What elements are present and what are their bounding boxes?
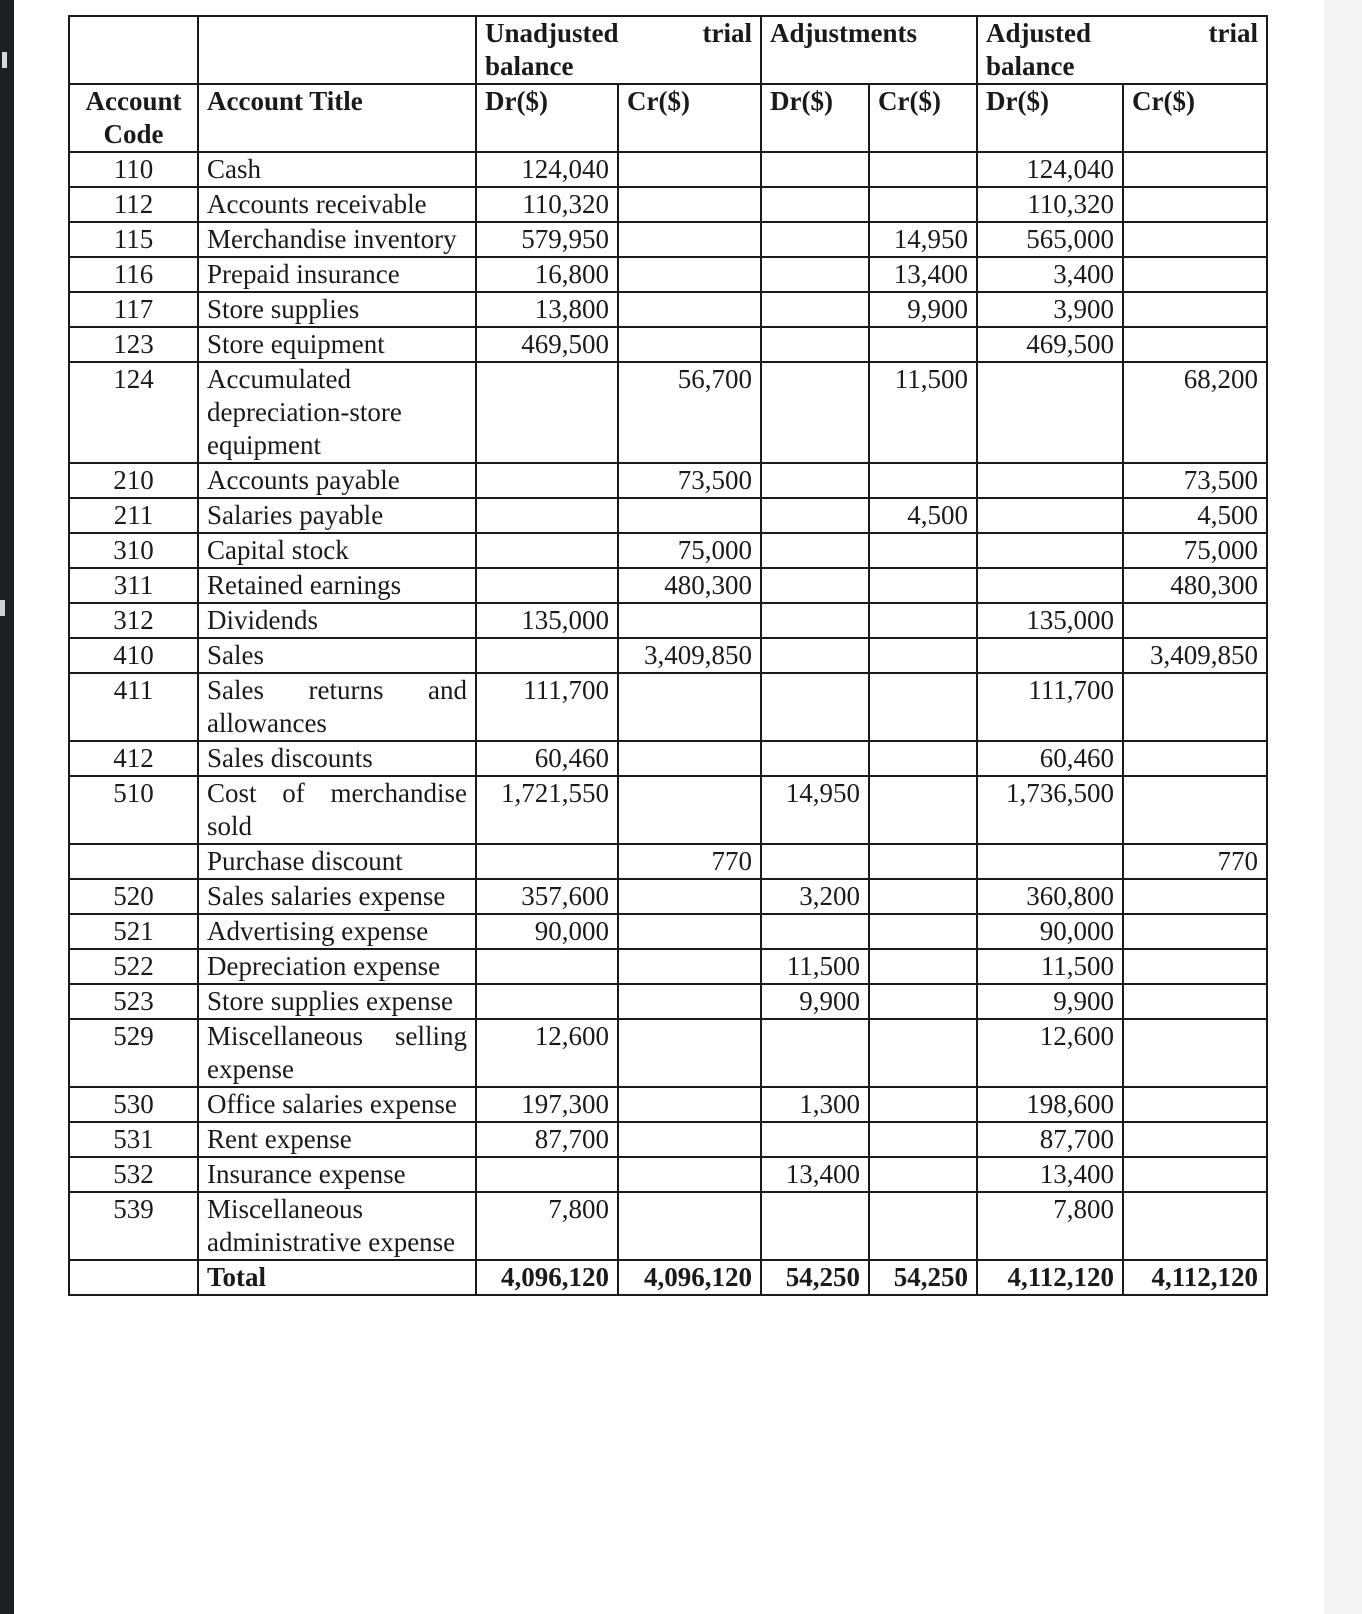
adjustments-dr-cell	[761, 327, 869, 362]
adjusted-dr-cell: 3,900	[977, 292, 1123, 327]
adjusted-dr-cell: 469,500	[977, 327, 1123, 362]
unadjusted-cr-cell	[618, 1122, 761, 1157]
adjustments-cr-cell	[869, 844, 977, 879]
adjustments-dr-cell: 11,500	[761, 949, 869, 984]
unadjusted-dr-cell: 110,320	[476, 187, 618, 222]
adjusted-cr-cell: 4,500	[1123, 498, 1267, 533]
unadjusted-dr-cell: 357,600	[476, 879, 618, 914]
adjusted-dr-cell: 7,800	[977, 1192, 1123, 1260]
unadjusted-dr-cell: 135,000	[476, 603, 618, 638]
table-row	[69, 498, 1267, 533]
account-code-cell: 531	[69, 1122, 198, 1157]
account-title-cell: Sales salaries expense	[198, 879, 476, 914]
account-code-cell: 115	[69, 222, 198, 257]
unadjusted-cr-cell	[618, 152, 761, 187]
adjustments-dr-cell	[761, 533, 869, 568]
adjusted-dr-cell: 110,320	[977, 187, 1123, 222]
adjustments-cr-cell	[869, 568, 977, 603]
adjustments-dr-cell: 1,300	[761, 1087, 869, 1122]
unadjusted-dr-cell: 7,800	[476, 1192, 618, 1260]
table-row	[69, 327, 1267, 362]
account-title-cell: Purchase discount	[198, 844, 476, 879]
adjustments-cr-cell	[869, 673, 977, 741]
adjusted-dr-cell: 565,000	[977, 222, 1123, 257]
header-adjustments: Adjustments	[761, 16, 977, 84]
header-row-groups	[69, 16, 1267, 84]
account-title-cell: Accounts receivable	[198, 187, 476, 222]
adjustments-dr-cell	[761, 498, 869, 533]
adjustments-cr-cell	[869, 603, 977, 638]
account-title-cell: Store supplies	[198, 292, 476, 327]
unadjusted-cr-cell	[618, 776, 761, 844]
total-label: Total	[198, 1260, 476, 1295]
unadjusted-dr-cell	[476, 568, 618, 603]
unadjusted-cr-cell: 770	[618, 844, 761, 879]
adjustments-dr-cell	[761, 463, 869, 498]
adjusted-dr-cell	[977, 568, 1123, 603]
account-code-cell: 521	[69, 914, 198, 949]
adjusted-dr-cell: 111,700	[977, 673, 1123, 741]
account-code-cell: 522	[69, 949, 198, 984]
adjusted-cr-cell	[1123, 292, 1267, 327]
unadjusted-cr-cell	[618, 949, 761, 984]
account-title-cell: Cash	[198, 152, 476, 187]
total-code-cell	[69, 1260, 198, 1295]
adjusted-cr-cell: 770	[1123, 844, 1267, 879]
table-row	[69, 568, 1267, 603]
table-row	[69, 152, 1267, 187]
header-adjusted-cr: Cr($)	[1123, 84, 1267, 152]
adjustments-cr-cell: 4,500	[869, 498, 977, 533]
adjustments-cr-cell	[869, 1122, 977, 1157]
adjustments-cr-cell	[869, 187, 977, 222]
adjustments-cr-cell	[869, 1192, 977, 1260]
account-code-cell: 520	[69, 879, 198, 914]
adjustments-dr-cell	[761, 673, 869, 741]
unadjusted-dr-cell: 87,700	[476, 1122, 618, 1157]
adjusted-dr-cell	[977, 362, 1123, 463]
account-code-cell: 112	[69, 187, 198, 222]
header-unadjusted-trial-balance: Unadjusted trial balance	[476, 16, 761, 84]
account-title-cell: Prepaid insurance	[198, 257, 476, 292]
account-title-cell: Capital stock	[198, 533, 476, 568]
account-code-cell: 532	[69, 1157, 198, 1192]
account-code-cell: 116	[69, 257, 198, 292]
adjusted-dr-cell: 60,460	[977, 741, 1123, 776]
unadjusted-cr-cell	[618, 673, 761, 741]
adjusted-cr-cell	[1123, 1019, 1267, 1087]
adjustments-dr-cell	[761, 222, 869, 257]
header-blank	[69, 16, 198, 84]
adjustments-dr-cell	[761, 257, 869, 292]
unadjusted-dr-cell	[476, 463, 618, 498]
adjustments-dr-cell	[761, 844, 869, 879]
unadjusted-cr-cell	[618, 914, 761, 949]
adjustments-cr-cell	[869, 1019, 977, 1087]
unadjusted-dr-cell	[476, 1157, 618, 1192]
unadjusted-dr-cell: 124,040	[476, 152, 618, 187]
adjusted-dr-cell: 135,000	[977, 603, 1123, 638]
header-adjusted-dr: Dr($)	[977, 84, 1123, 152]
adjusted-cr-cell	[1123, 603, 1267, 638]
table-row	[69, 844, 1267, 879]
account-code-cell: 312	[69, 603, 198, 638]
unadjusted-dr-cell: 90,000	[476, 914, 618, 949]
account-code-cell: 117	[69, 292, 198, 327]
account-title-cell: Store supplies expense	[198, 984, 476, 1019]
unadjusted-cr-cell	[618, 327, 761, 362]
table-row	[69, 603, 1267, 638]
account-title-cell: Insurance expense	[198, 1157, 476, 1192]
header-unadjusted-cr: Cr($)	[618, 84, 761, 152]
unadjusted-cr-cell	[618, 498, 761, 533]
adjustments-dr-cell	[761, 741, 869, 776]
unadjusted-dr-cell: 16,800	[476, 257, 618, 292]
adjustments-cr-cell	[869, 949, 977, 984]
account-code-cell	[69, 844, 198, 879]
adjustments-cr-cell	[869, 327, 977, 362]
table-row	[69, 914, 1267, 949]
right-window-edge	[1324, 0, 1362, 1614]
header-adjusted-trial-balance: Adjusted trial balance	[977, 16, 1267, 84]
adjustments-dr-cell	[761, 1122, 869, 1157]
unadjusted-cr-cell: 3,409,850	[618, 638, 761, 673]
unadjusted-dr-cell: 1,721,550	[476, 776, 618, 844]
account-title-cell: Merchandise inventory	[198, 222, 476, 257]
adjusted-cr-cell: 68,200	[1123, 362, 1267, 463]
total-adjusted-cr: 4,112,120	[1123, 1260, 1267, 1295]
adjusted-cr-cell	[1123, 1192, 1267, 1260]
unadjusted-cr-cell: 480,300	[618, 568, 761, 603]
unadjusted-dr-cell: 12,600	[476, 1019, 618, 1087]
adjustments-dr-cell	[761, 1192, 869, 1260]
table-row	[69, 463, 1267, 498]
unadjusted-dr-cell: 13,800	[476, 292, 618, 327]
account-title-cell: Depreciation expense	[198, 949, 476, 984]
account-code-cell: 412	[69, 741, 198, 776]
adjustments-dr-cell: 13,400	[761, 1157, 869, 1192]
adjusted-dr-cell: 124,040	[977, 152, 1123, 187]
unadjusted-dr-cell	[476, 498, 618, 533]
adjusted-cr-cell: 3,409,850	[1123, 638, 1267, 673]
adjustments-cr-cell	[869, 638, 977, 673]
adjustments-dr-cell: 3,200	[761, 879, 869, 914]
adjustments-dr-cell	[761, 292, 869, 327]
adjusted-cr-cell	[1123, 152, 1267, 187]
adjusted-cr-cell	[1123, 222, 1267, 257]
table-row	[69, 1192, 1267, 1260]
adjusted-cr-cell	[1123, 1157, 1267, 1192]
account-code-cell: 123	[69, 327, 198, 362]
account-code-cell: 411	[69, 673, 198, 741]
adjusted-dr-cell: 13,400	[977, 1157, 1123, 1192]
adjustments-cr-cell: 14,950	[869, 222, 977, 257]
adjusted-dr-cell: 12,600	[977, 1019, 1123, 1087]
total-unadjusted-dr: 4,096,120	[476, 1260, 618, 1295]
account-title-cell: Advertising expense	[198, 914, 476, 949]
account-title-cell: Dividends	[198, 603, 476, 638]
adjustments-cr-cell	[869, 984, 977, 1019]
adjustments-dr-cell	[761, 362, 869, 463]
adjustments-dr-cell	[761, 603, 869, 638]
account-title-cell: Rent expense	[198, 1122, 476, 1157]
adjustments-dr-cell	[761, 1019, 869, 1087]
header-adjustments-cr: Cr($)	[869, 84, 977, 152]
account-title-cell: Miscellaneous selling expense	[198, 1019, 476, 1087]
trial-balance-table	[68, 15, 1268, 1296]
table-row	[69, 187, 1267, 222]
account-code-cell: 539	[69, 1192, 198, 1260]
adjusted-cr-cell	[1123, 949, 1267, 984]
adjusted-cr-cell: 480,300	[1123, 568, 1267, 603]
account-title-cell: Accounts payable	[198, 463, 476, 498]
account-code-cell: 110	[69, 152, 198, 187]
account-title-cell: Miscellaneous administrative expense	[198, 1192, 476, 1260]
unadjusted-dr-cell: 197,300	[476, 1087, 618, 1122]
adjustments-dr-cell: 9,900	[761, 984, 869, 1019]
adjusted-cr-cell: 73,500	[1123, 463, 1267, 498]
adjusted-dr-cell	[977, 498, 1123, 533]
header-adjustments-dr: Dr($)	[761, 84, 869, 152]
adjusted-cr-cell: 75,000	[1123, 533, 1267, 568]
unadjusted-cr-cell: 56,700	[618, 362, 761, 463]
total-adjusted-dr: 4,112,120	[977, 1260, 1123, 1295]
unadjusted-cr-cell	[618, 257, 761, 292]
adjusted-cr-cell	[1123, 914, 1267, 949]
table-row	[69, 1122, 1267, 1157]
adjustments-cr-cell	[869, 463, 977, 498]
account-code-cell: 311	[69, 568, 198, 603]
adjustments-cr-cell	[869, 1087, 977, 1122]
adjustments-cr-cell	[869, 152, 977, 187]
account-code-cell: 211	[69, 498, 198, 533]
unadjusted-dr-cell: 579,950	[476, 222, 618, 257]
account-code-cell: 510	[69, 776, 198, 844]
unadjusted-cr-cell	[618, 1019, 761, 1087]
header-blank	[198, 16, 476, 84]
adjusted-cr-cell	[1123, 776, 1267, 844]
trial-balance-document	[68, 15, 1268, 1296]
adjustments-dr-cell	[761, 152, 869, 187]
account-code-cell: 310	[69, 533, 198, 568]
table-row	[69, 533, 1267, 568]
adjusted-cr-cell	[1123, 187, 1267, 222]
table-row	[69, 292, 1267, 327]
adjusted-dr-cell: 198,600	[977, 1087, 1123, 1122]
unadjusted-cr-cell	[618, 741, 761, 776]
account-code-cell: 523	[69, 984, 198, 1019]
adjustments-cr-cell	[869, 914, 977, 949]
adjustments-dr-cell	[761, 638, 869, 673]
total-row	[69, 1260, 1267, 1295]
account-title-cell: Office salaries expense	[198, 1087, 476, 1122]
table-row	[69, 1019, 1267, 1087]
adjusted-cr-cell	[1123, 1122, 1267, 1157]
adjustments-dr-cell: 14,950	[761, 776, 869, 844]
table-row	[69, 1087, 1267, 1122]
adjusted-cr-cell	[1123, 741, 1267, 776]
table-row	[69, 776, 1267, 844]
adjusted-cr-cell	[1123, 1087, 1267, 1122]
table-row	[69, 1157, 1267, 1192]
table-row	[69, 222, 1267, 257]
table-row	[69, 879, 1267, 914]
edge-marker	[2, 52, 7, 68]
unadjusted-cr-cell	[618, 1157, 761, 1192]
unadjusted-cr-cell: 73,500	[618, 463, 761, 498]
adjusted-dr-cell	[977, 844, 1123, 879]
adjusted-dr-cell: 87,700	[977, 1122, 1123, 1157]
account-code-cell: 529	[69, 1019, 198, 1087]
adjustments-cr-cell	[869, 1157, 977, 1192]
unadjusted-dr-cell: 60,460	[476, 741, 618, 776]
adjustments-cr-cell: 13,400	[869, 257, 977, 292]
adjusted-dr-cell	[977, 638, 1123, 673]
adjustments-cr-cell	[869, 741, 977, 776]
adjustments-dr-cell	[761, 568, 869, 603]
account-title-cell: Sales discounts	[198, 741, 476, 776]
unadjusted-dr-cell	[476, 844, 618, 879]
unadjusted-dr-cell	[476, 949, 618, 984]
adjustments-cr-cell	[869, 879, 977, 914]
account-title-cell: Sales	[198, 638, 476, 673]
account-code-cell: 124	[69, 362, 198, 463]
total-unadjusted-cr: 4,096,120	[618, 1260, 761, 1295]
account-title-cell: Accumulated depreciation-store equipment	[198, 362, 476, 463]
adjusted-dr-cell: 360,800	[977, 879, 1123, 914]
account-title-cell: Salaries payable	[198, 498, 476, 533]
adjusted-dr-cell: 90,000	[977, 914, 1123, 949]
table-row	[69, 949, 1267, 984]
adjusted-cr-cell	[1123, 673, 1267, 741]
adjustments-cr-cell	[869, 533, 977, 568]
unadjusted-cr-cell	[618, 292, 761, 327]
adjusted-dr-cell	[977, 533, 1123, 568]
adjusted-dr-cell: 9,900	[977, 984, 1123, 1019]
adjusted-dr-cell: 1,736,500	[977, 776, 1123, 844]
adjustments-cr-cell: 9,900	[869, 292, 977, 327]
table-row	[69, 362, 1267, 463]
unadjusted-dr-cell	[476, 638, 618, 673]
adjusted-dr-cell: 3,400	[977, 257, 1123, 292]
adjustments-cr-cell: 11,500	[869, 362, 977, 463]
account-title-cell: Retained earnings	[198, 568, 476, 603]
header-account-title: Account Title	[198, 84, 476, 152]
total-adjustments-dr: 54,250	[761, 1260, 869, 1295]
left-window-edge	[0, 0, 14, 1614]
account-title-cell: Store equipment	[198, 327, 476, 362]
header-account-code: Account Code	[69, 84, 198, 152]
unadjusted-dr-cell	[476, 984, 618, 1019]
edge-marker	[0, 600, 5, 616]
table-row	[69, 984, 1267, 1019]
table-row	[69, 638, 1267, 673]
unadjusted-cr-cell	[618, 1192, 761, 1260]
account-code-cell: 530	[69, 1087, 198, 1122]
adjusted-cr-cell	[1123, 984, 1267, 1019]
adjusted-cr-cell	[1123, 879, 1267, 914]
unadjusted-cr-cell	[618, 879, 761, 914]
account-title-cell: Sales returns and allowances	[198, 673, 476, 741]
table-row	[69, 257, 1267, 292]
account-title-cell: Cost of merchandise sold	[198, 776, 476, 844]
table-row	[69, 741, 1267, 776]
table-row	[69, 673, 1267, 741]
unadjusted-dr-cell: 469,500	[476, 327, 618, 362]
unadjusted-dr-cell	[476, 362, 618, 463]
unadjusted-cr-cell	[618, 1087, 761, 1122]
adjusted-dr-cell	[977, 463, 1123, 498]
account-code-cell: 210	[69, 463, 198, 498]
account-code-cell: 410	[69, 638, 198, 673]
unadjusted-cr-cell	[618, 222, 761, 257]
header-row-columns	[69, 84, 1267, 152]
unadjusted-cr-cell: 75,000	[618, 533, 761, 568]
adjusted-cr-cell	[1123, 327, 1267, 362]
adjusted-dr-cell: 11,500	[977, 949, 1123, 984]
unadjusted-cr-cell	[618, 984, 761, 1019]
unadjusted-dr-cell	[476, 533, 618, 568]
unadjusted-cr-cell	[618, 603, 761, 638]
adjustments-dr-cell	[761, 187, 869, 222]
adjustments-cr-cell	[869, 776, 977, 844]
unadjusted-dr-cell: 111,700	[476, 673, 618, 741]
adjustments-dr-cell	[761, 914, 869, 949]
total-adjustments-cr: 54,250	[869, 1260, 977, 1295]
unadjusted-cr-cell	[618, 187, 761, 222]
adjusted-cr-cell	[1123, 257, 1267, 292]
header-unadjusted-dr: Dr($)	[476, 84, 618, 152]
